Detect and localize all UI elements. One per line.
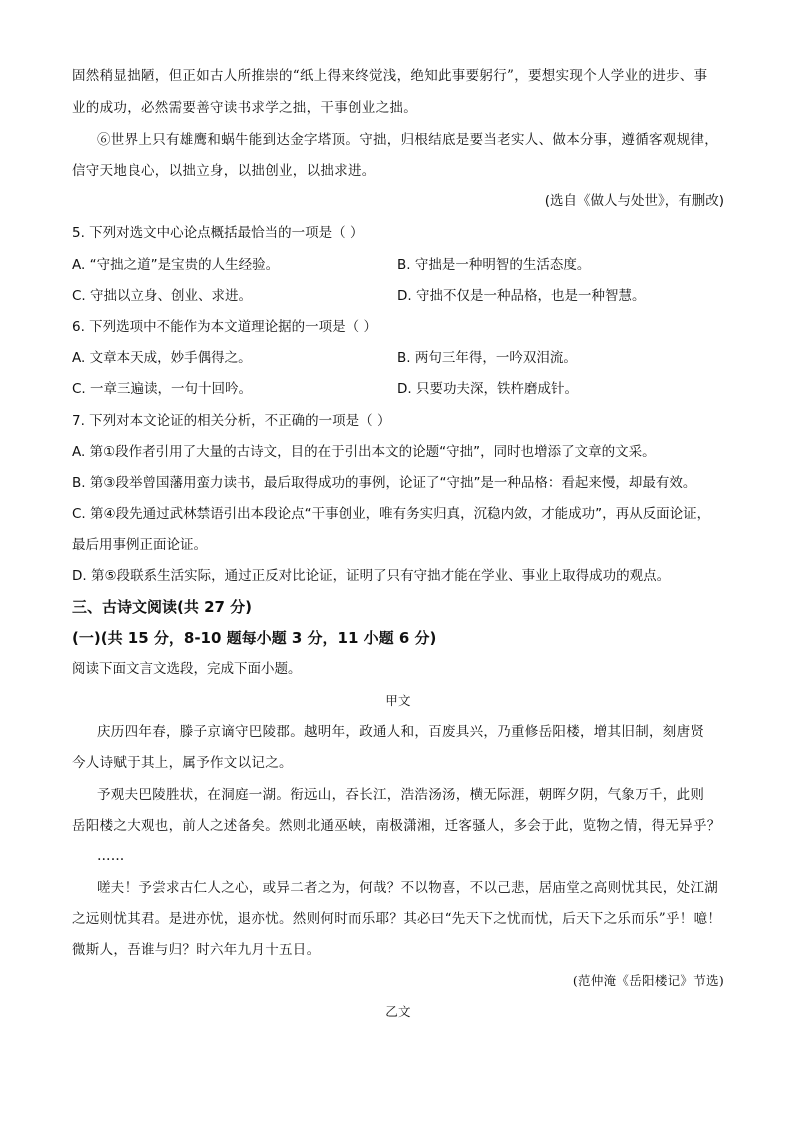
question-6-option-d: D. 只要功夫深，铁杵磨成针。 — [397, 381, 578, 397]
section-3-title: 三、古诗文阅读(共 27 分) — [72, 598, 253, 616]
jia-p3-line1: 嗟夫！予尝求古仁人之心，或异二者之为，何哉？不以物喜，不以己悲，居庙堂之高则忧其民，处江湖 — [97, 880, 718, 896]
text-jia-title: 甲文 — [385, 693, 411, 708]
passage-p6-line2: 信守天地良心，以拙立身，以拙创业，以拙求进。 — [72, 163, 376, 179]
question-7-option-c-line2: 最后用事例正面论证。 — [72, 537, 207, 553]
question-6-option-a: A. 文章本天成，妙手偶得之。 — [72, 350, 252, 366]
question-6-option-b: B. 两句三年得，一吟双泪流。 — [397, 350, 577, 366]
passage-p5-line2: 业的成功，必然需要善守读书求学之拙，干事创业之拙。 — [72, 100, 417, 116]
jia-p3-line3: 微斯人，吾谁与归？时六年九月十五日。 — [72, 942, 321, 958]
question-5-option-c: C. 守拙以立身、创业、求进。 — [72, 288, 253, 304]
jia-ellipsis: …… — [97, 848, 125, 864]
question-7-option-b: B. 第③段举曾国藩用蛮力读书，最后取得成功的事例，论证了“守拙”是一种品格：看起来慢，却最有效。 — [72, 475, 697, 491]
question-6-stem: 6. 下列选项中不能作为本文道理论据的一项是（ ） — [72, 319, 377, 335]
question-7-stem: 7. 下列对本文论证的相关分析，不正确的一项是（ ） — [72, 413, 391, 429]
jia-p2-line1: 予观夫巴陵胜状，在洞庭一湖。衔远山，吞长江，浩浩汤汤，横无际涯，朝晖夕阴，气象万千，此则 — [97, 787, 705, 803]
passage-source: (选自《做人与处世》，有删改) — [544, 193, 724, 209]
question-6-option-c: C. 一章三遍读，一句十回吟。 — [72, 381, 253, 397]
question-5-option-d: D. 守拙不仅是一种品格，也是一种智慧。 — [397, 288, 646, 304]
jia-p1-line2: 今人诗赋于其上，属予作文以记之。 — [72, 755, 293, 771]
passage-p5-line1: 固然稍显拙陋，但正如古人所推崇的“纸上得来终觉浅，绝知此事要躬行”，要想实现个人学业的进步、事 — [72, 68, 708, 84]
question-5-option-b: B. 守拙是一种明智的生活态度。 — [397, 257, 591, 273]
question-5-stem: 5. 下列对选文中心论点概括最恰当的一项是（ ） — [72, 225, 364, 241]
section-3-subtitle: (一)(共 15 分，8-10 题每小题 3 分，11 小题 6 分) — [72, 629, 437, 647]
question-5-option-a: A. “守拙之道”是宝贵的人生经验。 — [72, 257, 280, 273]
jia-p2-line2: 岳阳楼之大观也，前人之述备矣。然则北通巫峡，南极潇湘，迁客骚人，多会于此，览物之情，得无异乎？ — [72, 818, 721, 834]
jia-p1-line1: 庆历四年春，滕子京谪守巴陵郡。越明年，政通人和，百废具兴，乃重修岳阳楼，增其旧制，刻唐贤 — [97, 724, 705, 740]
reading-instruction: 阅读下面文言文选段，完成下面小题。 — [72, 661, 302, 677]
jia-source: (范仲淹《岳阳楼记》节选) — [572, 973, 724, 988]
text-yi-title: 乙文 — [385, 1004, 411, 1019]
question-7-option-d: D. 第⑤段联系生活实际，通过正反对比论证，证明了只有守拙才能在学业、事业上取得成功的观点。 — [72, 568, 671, 584]
jia-p3-line2: 之远则忧其君。是进亦忧，退亦忧。然则何时而乐耶？其必曰“先天下之忧而忧，后天下之乐而乐”乎！噫！ — [72, 911, 722, 927]
passage-p6-line1: ⑥世界上只有雄鹰和蜗牛能到达金字塔顶。守拙，归根结底是要当老实人、做本分事，遵循客观规律， — [97, 132, 718, 148]
question-7-option-a: A. 第①段作者引用了大量的古诗文，目的在于引出本文的论题“守拙”，同时也增添了文章的文采。 — [72, 444, 656, 460]
question-7-option-c-line1: C. 第④段先通过武林禁语引出本段论点“干事创业，唯有务实归真，沉稳内敛，才能成功”，再从反面论证， — [72, 506, 711, 522]
